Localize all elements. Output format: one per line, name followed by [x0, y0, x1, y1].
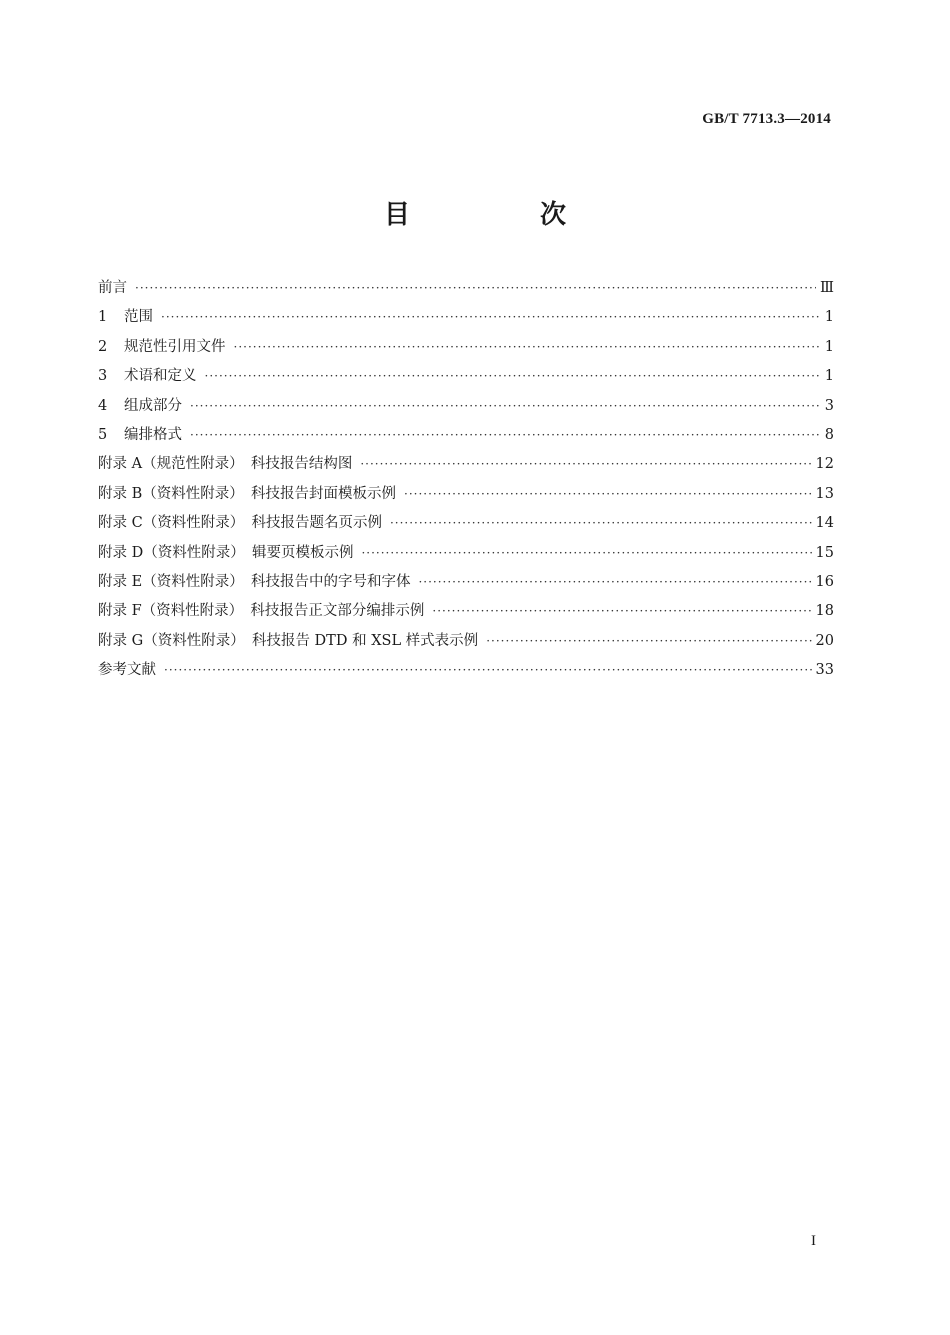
toc-entry-appendix-a[interactable]	[98, 452, 834, 481]
toc-entry-number: 4	[98, 397, 108, 414]
toc-entry-label: 前言	[98, 280, 127, 296]
toc-entry-number: 5	[98, 426, 108, 443]
toc-entry-page: Ⅲ	[820, 280, 834, 296]
toc-entry-page: 18	[815, 603, 834, 620]
toc-entry-page: 1	[824, 309, 834, 326]
toc-entry-number: 1	[98, 309, 108, 326]
dot-leader	[486, 634, 811, 648]
toc-entry-page: 16	[815, 573, 834, 590]
toc-entry-appendix-b[interactable]	[98, 482, 834, 511]
dot-leader	[432, 604, 811, 618]
toc-entry-appendix-e[interactable]	[98, 570, 834, 599]
dot-leader	[161, 310, 821, 324]
standard-code: GB/T 7713.3—2014	[702, 111, 831, 127]
toc-entry-components[interactable]	[98, 394, 834, 423]
toc-entry-page: 15	[815, 544, 834, 561]
dot-leader	[418, 575, 811, 589]
dot-leader	[190, 428, 821, 442]
toc-entry-label: 附录 B（资料性附录） 科技报告封面模板示例	[98, 485, 397, 502]
page-number: I	[811, 1233, 816, 1249]
toc-entry-page: 33	[815, 662, 834, 679]
toc-entry-page: 20	[815, 632, 834, 649]
toc-entry-label: 术语和定义	[124, 368, 197, 385]
toc-entry-page: 1	[824, 338, 834, 355]
toc-entry-number: 3	[98, 368, 108, 385]
toc-entry-number: 2	[98, 338, 108, 355]
dot-leader	[390, 516, 812, 530]
toc-entry-bibliography[interactable]	[98, 658, 834, 687]
dot-leader	[404, 487, 812, 501]
toc-entry-scope[interactable]	[98, 305, 834, 334]
toc-entry-appendix-d[interactable]	[98, 541, 834, 570]
dot-leader	[164, 663, 812, 677]
toc-entry-appendix-f[interactable]	[98, 599, 834, 628]
toc-title: 目 次	[383, 200, 618, 230]
toc-entry-label: 范围	[124, 309, 153, 326]
toc-entry-page: 1	[824, 368, 834, 385]
table-of-contents	[98, 276, 834, 687]
dot-leader	[205, 369, 821, 383]
toc-entry-terms[interactable]	[98, 364, 834, 393]
toc-entry-page: 14	[815, 515, 834, 532]
toc-entry-label: 编排格式	[124, 426, 182, 443]
toc-entry-appendix-c[interactable]	[98, 511, 834, 540]
dot-leader	[135, 281, 816, 295]
toc-entry-page: 3	[824, 397, 834, 414]
toc-entry-page: 13	[815, 485, 834, 502]
toc-entry-label: 附录 D（资料性附录） 辑要页模板示例	[98, 544, 354, 561]
toc-entry-appendix-g[interactable]	[98, 629, 834, 658]
dot-leader	[190, 399, 821, 413]
toc-entry-label: 附录 C（资料性附录） 科技报告题名页示例	[98, 515, 382, 532]
toc-entry-label: 附录 G（资料性附录） 科技报告 DTD 和 XSL 样式表示例	[98, 632, 479, 649]
dot-leader	[234, 340, 821, 354]
toc-entry-label: 附录 E（资料性附录） 科技报告中的字号和字体	[98, 573, 411, 590]
toc-entry-preface[interactable]	[98, 276, 834, 305]
toc-entry-label: 规范性引用文件	[124, 338, 226, 355]
toc-entry-normative-references[interactable]	[98, 335, 834, 364]
dot-leader	[360, 457, 811, 471]
toc-entry-label: 组成部分	[124, 397, 182, 414]
toc-entry-layout[interactable]	[98, 423, 834, 452]
toc-entry-label: 参考文献	[98, 662, 156, 679]
toc-entry-page: 8	[824, 426, 834, 443]
toc-entry-page: 12	[815, 456, 834, 473]
toc-entry-label: 附录 A（规范性附录） 科技报告结构图	[98, 456, 353, 473]
dot-leader	[361, 546, 811, 560]
toc-entry-label: 附录 F（资料性附录） 科技报告正文部分编排示例	[98, 603, 425, 620]
